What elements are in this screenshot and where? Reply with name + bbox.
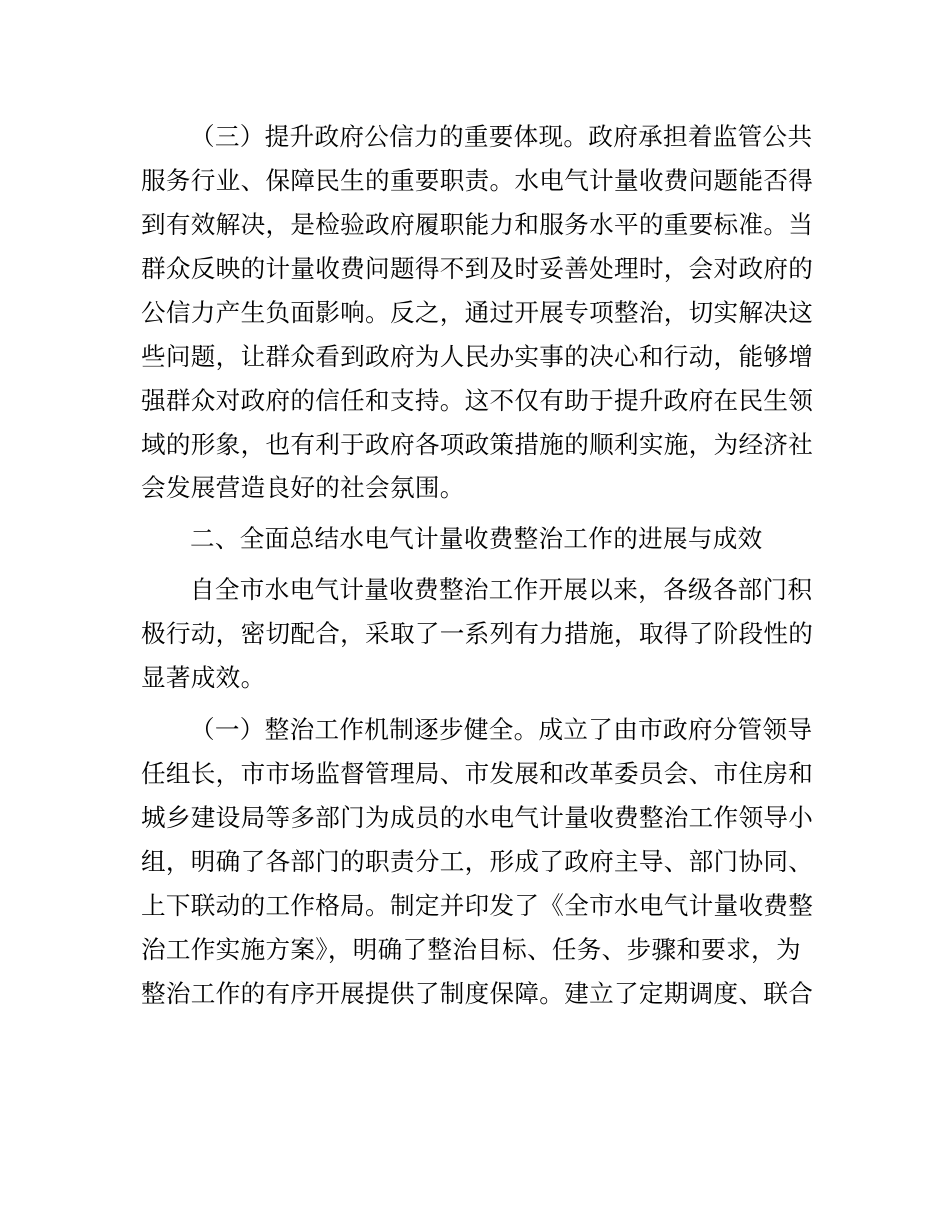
intro-paragraph-line-3: 显著成效。	[141, 663, 266, 692]
paragraph-heading-3-line-4: 群众反映的计量收费问题得不到及时妥善处理时，会对政府的	[141, 254, 814, 283]
intro-paragraph-line-2: 极行动，密切配合，采取了一系列有力措施，取得了阶段性的	[141, 619, 814, 648]
paragraph-heading-3-line-6: 些问题，让群众看到政府为人民办实事的决心和行动，能够增	[141, 342, 814, 371]
paragraph-heading-3-line-3: 到有效解决，是检验政府履职能力和服务水平的重要标准。当	[141, 210, 814, 239]
paragraph-heading-3-line-1: （三）提升政府公信力的重要体现。政府承担着监管公共	[190, 122, 813, 151]
paragraph-heading-1-line-4: 组，明确了各部门的职责分工，形成了政府主导、部门协同、	[141, 847, 814, 876]
paragraph-heading-1-line-7: 整治工作的有序开展提供了制度保障。建立了定期调度、联合	[141, 979, 814, 1008]
paragraph-heading-3-line-8: 域的形象，也有利于政府各项政策措施的顺利实施，为经济社	[141, 430, 814, 459]
intro-paragraph-line-1: 自全市水电气计量收费整治工作开展以来，各级各部门积	[190, 575, 813, 604]
paragraph-heading-1-line-6: 治工作实施方案》，明确了整治目标、任务、步骤和要求，为	[141, 935, 801, 964]
paragraph-heading-3-line-7: 强群众对政府的信任和支持。这不仅有助于提升政府在民生领	[141, 386, 814, 415]
paragraph-heading-1-line-1: （一）整治工作机制逐步健全。成立了由市政府分管领导	[190, 715, 813, 744]
paragraph-heading-1-line-5: 上下联动的工作格局。制定并印发了《全市水电气计量收费整	[141, 891, 814, 920]
paragraph-heading-3-line-2: 服务行业、保障民生的重要职责。水电气计量收费问题能否得	[141, 166, 814, 195]
paragraph-heading-1-line-3: 城乡建设局等多部门为成员的水电气计量收费整治工作领导小	[141, 803, 814, 832]
paragraph-heading-1-line-2: 任组长，市市场监督管理局、市发展和改革委员会、市住房和	[141, 759, 814, 788]
paragraph-heading-3-line-5: 公信力产生负面影响。反之，通过开展专项整治，切实解决这	[141, 298, 814, 327]
paragraph-heading-3-line-9: 会发展营造良好的社会氛围。	[141, 473, 465, 502]
section-heading-2: 二、全面总结水电气计量收费整治工作的进展与成效	[190, 524, 763, 553]
